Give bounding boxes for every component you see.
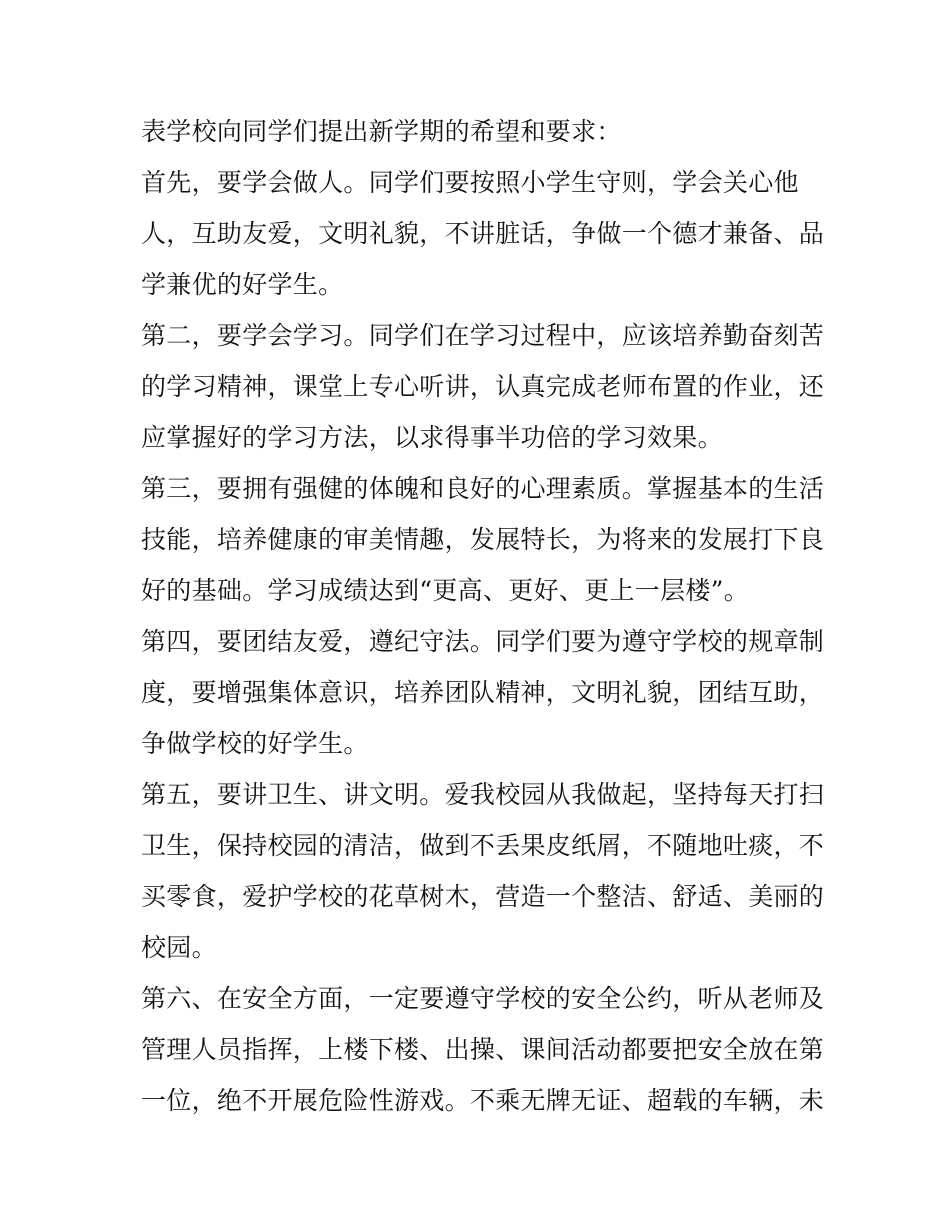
- text-line: 的学习精神，课堂上专心听讲，认真完成老师布置的作业，还: [141, 372, 825, 401]
- text-line: 卫生，保持校园的清洁，做到不丢果皮纸屑，不随地吐痰，不: [141, 831, 825, 860]
- text-line: 第六、在安全方面，一定要遵守学校的安全公约，听从老师及: [141, 984, 825, 1013]
- text-line: 技能，培养健康的审美情趣，发展特长，为将来的发展打下良: [141, 525, 825, 554]
- text-line: 第二，要学会学习。同学们在学习过程中，应该培养勤奋刻苦: [141, 321, 825, 350]
- text-line: 管理人员指挥，上楼下楼、出操、课间活动都要把安全放在第: [141, 1035, 825, 1064]
- text-line: 学兼优的好学生。: [141, 270, 344, 299]
- text-line: 好的基础。学习成绩达到“更高、更好、更上一层楼”。: [141, 576, 750, 605]
- text-line: 第三，要拥有强健的体魄和良好的心理素质。掌握基本的生活: [141, 474, 825, 503]
- text-line: 买零食，爱护学校的花草树木，营造一个整洁、舒适、美丽的: [141, 882, 825, 911]
- text-line: 应掌握好的学习方法，以求得事半功倍的学习效果。: [141, 423, 723, 452]
- text-line: 一位，绝不开展危险性游戏。不乘无牌无证、超载的车辆，未: [141, 1086, 825, 1115]
- text-line: 校园。: [141, 933, 217, 962]
- text-line: 表学校向同学们提出新学期的希望和要求：: [141, 117, 622, 146]
- text-line: 人，互助友爱，文明礼貌，不讲脏话，争做一个德才兼备、品: [141, 219, 825, 248]
- document-body: [141, 106, 825, 1126]
- text-line: 争做学校的好学生。: [141, 729, 369, 758]
- text-line: 第五，要讲卫生、讲文明。爱我校园从我做起，坚持每天打扫: [141, 780, 825, 809]
- text-line: 首先，要学会做人。同学们要按照小学生守则，学会关心他: [141, 168, 799, 197]
- text-line: 第四，要团结友爱，遵纪守法。同学们要为遵守学校的规章制: [141, 627, 825, 656]
- text-line: 度，要增强集体意识，培养团队精神，文明礼貌，团结互助，: [141, 678, 825, 707]
